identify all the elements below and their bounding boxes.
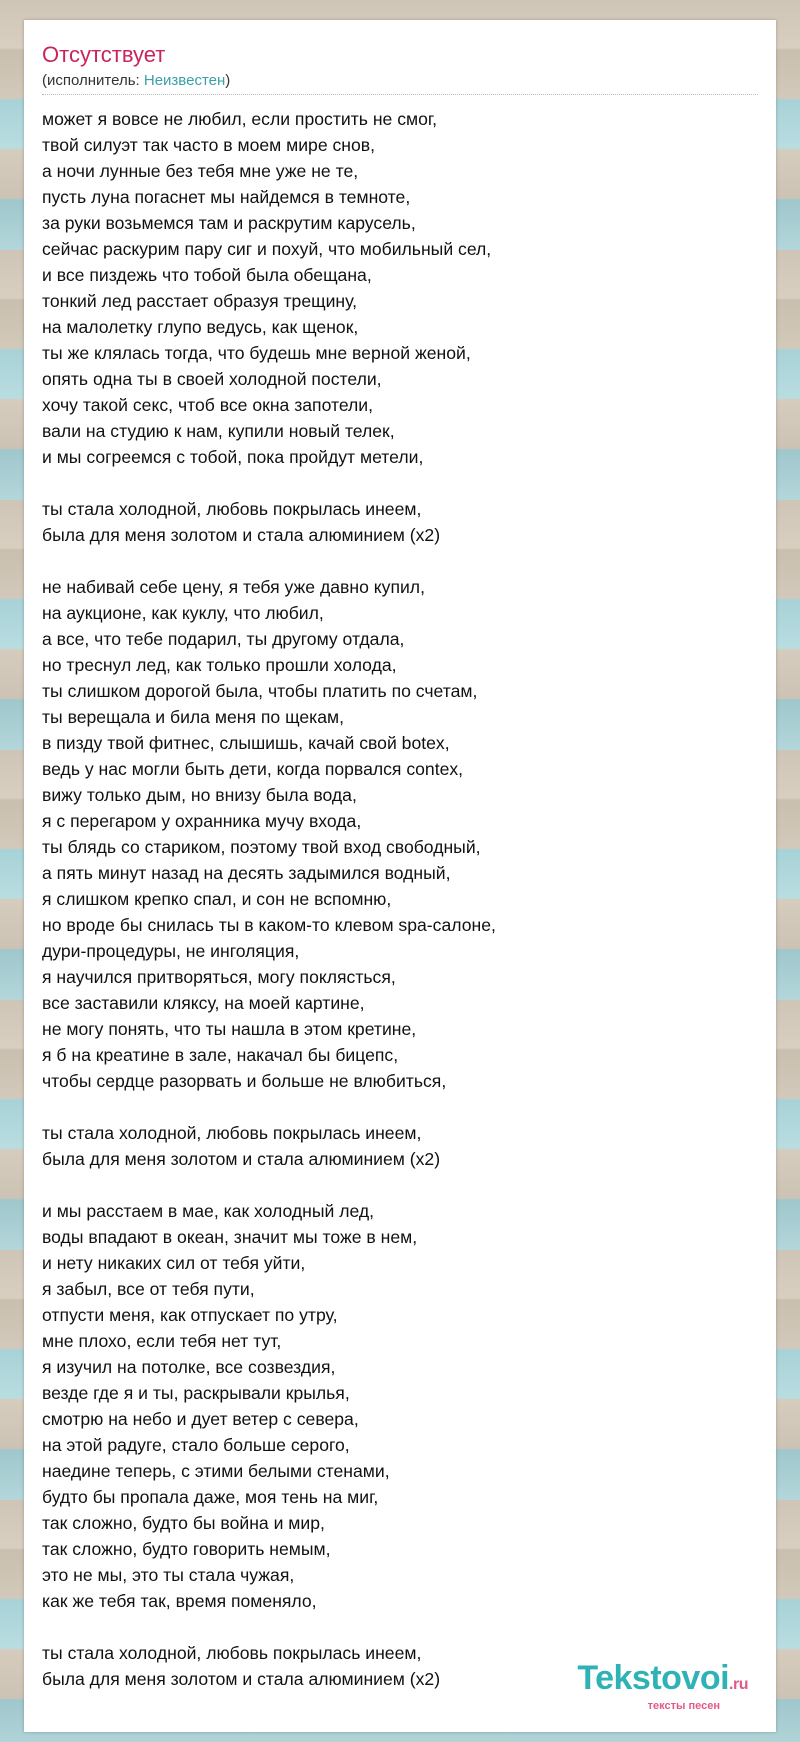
lyric-line: твой силуэт так часто в моем мире снов,: [42, 135, 376, 155]
lyric-line: за руки возьмемся там и раскрутим карусель,: [42, 213, 416, 233]
lyrics-body: [42, 106, 752, 1692]
lyric-line: отпусти меня, как отпускает по утру,: [42, 1305, 338, 1325]
lyric-line: все заставили кляксу, на моей картине,: [42, 993, 365, 1013]
stanza-gap: [42, 1614, 752, 1640]
lyric-line: ты слишком дорогой была, чтобы платить по счетам,: [42, 681, 478, 701]
lyric-line: так сложно, будто говорить немым,: [42, 1539, 331, 1559]
lyric-line: вали на студию к нам, купили новый телек,: [42, 421, 395, 441]
lyric-line: хочу такой секс, чтоб все окна запотели,: [42, 395, 374, 415]
lyric-line: я изучил на потолке, все созвездия,: [42, 1357, 336, 1377]
lyric-line: я б на креатине в зале, накачал бы бицепс,: [42, 1045, 399, 1065]
lyric-line: пусть луна погаснет мы найдемся в темноте,: [42, 187, 411, 207]
lyric-line: я научился притворяться, могу поклясться,: [42, 967, 396, 987]
lyric-line: не могу понять, что ты нашла в этом кретине,: [42, 1019, 417, 1039]
lyric-line: в пизду твой фитнес, слышишь, качай свой botex,: [42, 733, 450, 753]
lyric-line: так сложно, будто бы война и мир,: [42, 1513, 325, 1533]
lyric-line: чтобы сердце разорвать и больше не влюбиться,: [42, 1071, 447, 1091]
lyric-line: ты верещала и била меня по щекам,: [42, 707, 344, 727]
song-title: Отсутствует: [42, 42, 166, 67]
lyric-line: воды впадают в океан, значит мы тоже в нем,: [42, 1227, 418, 1247]
chorus-line: была для меня золотом и стала алюминием (x2): [42, 1149, 441, 1169]
lyric-line: а все, что тебе подарил, ты другому отдала,: [42, 629, 405, 649]
lyric-line: смотрю на небо и дует ветер с севера,: [42, 1409, 359, 1429]
lyric-line: ведь у нас могли быть дети, когда порвался contex,: [42, 759, 464, 779]
lyric-line: на аукционе, как куклу, что любил,: [42, 603, 324, 623]
stanza-gap: [42, 470, 752, 496]
lyric-line: и мы расстаем в мае, как холодный лед,: [42, 1201, 375, 1221]
lyric-line: и все пиздежь что тобой была обещана,: [42, 265, 372, 285]
lyric-line: я забыл, все от тебя пути,: [42, 1279, 255, 1299]
chorus-line: была для меня золотом и стала алюминием (x2): [42, 1669, 441, 1689]
lyric-line: а ночи лунные без тебя мне уже не те,: [42, 161, 359, 181]
artist-suffix: ): [225, 72, 231, 89]
stanza-gap: [42, 1094, 752, 1120]
lyric-line: я слишком крепко спал, и сон не вспомню,: [42, 889, 392, 909]
lyric-line: ты блядь со стариком, поэтому твой вход свободный,: [42, 837, 481, 857]
lyrics-card: [24, 20, 776, 1732]
logo-main-text: Tekstovoi: [577, 1659, 730, 1697]
lyric-line: как же тебя так, время поменяло,: [42, 1591, 317, 1611]
chorus-line: ты стала холодной, любовь покрылась инеем,: [42, 499, 422, 519]
lyric-line: на малолетку глупо ведусь, как щенок,: [42, 317, 359, 337]
lyric-line: и нету никаких сил от тебя уйти,: [42, 1253, 306, 1273]
lyric-line: будто бы пропала даже, моя тень на миг,: [42, 1487, 379, 1507]
lyric-line: везде где я и ты, раскрывали крылья,: [42, 1383, 350, 1403]
chorus-line: была для меня золотом и стала алюминием (x2): [42, 525, 441, 545]
chorus-line: ты стала холодной, любовь покрылась инеем,: [42, 1123, 422, 1143]
lyric-line: а пять минут назад на десять задымился водный,: [42, 863, 451, 883]
lyric-line: дури-процедуры, не инголяция,: [42, 941, 300, 961]
chorus-line: ты стала холодной, любовь покрылась инеем,: [42, 1643, 422, 1663]
artist-prefix: (исполнитель:: [42, 72, 144, 89]
lyric-line: но треснул лед, как только прошли холода,: [42, 655, 397, 675]
logo-wordmark: [577, 1661, 748, 1702]
lyric-line: это не мы, это ты стала чужая,: [42, 1565, 295, 1585]
artist-link[interactable]: Неизвестен: [143, 72, 226, 89]
lyric-line: мне плохо, если тебя нет тут,: [42, 1331, 282, 1351]
stanza-gap: [42, 1172, 752, 1198]
artist-line: [42, 72, 230, 89]
logo-tagline: тексты песен: [647, 1700, 720, 1712]
lyric-line: я с перегаром у охранника мучу входа,: [42, 811, 362, 831]
logo-domain: .ru: [729, 1676, 748, 1693]
site-logo[interactable]: [577, 1661, 748, 1712]
lyric-line: тонкий лед расстает образуя трещину,: [42, 291, 358, 311]
lyric-line: и мы согреемся с тобой, пока пройдут метели,: [42, 447, 424, 467]
lyric-line: сейчас раскурим пару сиг и похуй, что мобильный сел,: [42, 239, 492, 259]
lyric-line: ты же клялась тогда, что будешь мне верной женой,: [42, 343, 471, 363]
lyric-line: не набивай себе цену, я тебя уже давно купил,: [42, 577, 425, 597]
lyric-line: опять одна ты в своей холодной постели,: [42, 369, 382, 389]
lyric-line: наедине теперь, с этими белыми стенами,: [42, 1461, 390, 1481]
lyric-line: на этой радуге, стало больше серого,: [42, 1435, 350, 1455]
title-divider: [42, 94, 758, 95]
lyric-line: может я вовсе не любил, если простить не смог,: [42, 109, 438, 129]
lyric-line: вижу только дым, но внизу была вода,: [42, 785, 357, 805]
stanza-gap: [42, 548, 752, 574]
lyric-line: но вроде бы снилась ты в каком-то клевом spa-салоне,: [42, 915, 496, 935]
